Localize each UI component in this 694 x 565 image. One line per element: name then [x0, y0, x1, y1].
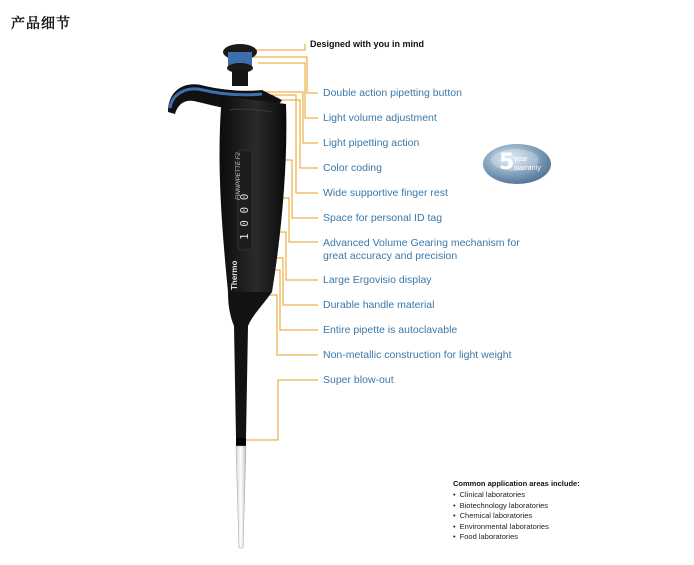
- list-item: • Food laboratories: [453, 532, 549, 543]
- applications-list: [453, 490, 549, 543]
- feature-finger-rest: Wide supportive finger rest: [323, 187, 448, 199]
- feature-double-action-button: Double action pipetting button: [323, 87, 462, 99]
- list-item: • Biotechnology laboratories: [453, 501, 549, 512]
- feature-autoclavable: Entire pipette is autoclavable: [323, 324, 458, 336]
- warranty-label: warranty: [514, 165, 541, 172]
- volume-display: 1 0 0 0: [238, 193, 251, 240]
- list-item: • Chemical laboratories: [453, 511, 549, 522]
- warranty-number: 5: [499, 150, 515, 175]
- list-item: • Environmental laboratories: [453, 522, 549, 533]
- model-label: FINNPIPETTE F2: [236, 152, 242, 200]
- feature-color-coding: Color coding: [323, 162, 382, 174]
- feature-handle-material: Durable handle material: [323, 299, 435, 311]
- feature-blow-out: Super blow-out: [323, 374, 394, 386]
- feature-pipetting-action: Light pipetting action: [323, 137, 420, 149]
- applications-title: Common application areas include:: [453, 479, 580, 488]
- feature-volume-gearing-line2: great accuracy and precision: [323, 250, 458, 262]
- feature-volume-adjustment: Light volume adjustment: [323, 112, 437, 124]
- page-title: 产品细节: [11, 16, 71, 32]
- list-item: • Clinical laboratories: [453, 490, 549, 501]
- feature-id-tag: Space for personal ID tag: [323, 212, 443, 224]
- pipette-tip: [236, 446, 246, 548]
- brand-label: Thermo: [230, 260, 239, 290]
- feature-non-metallic: Non-metallic construction for light weight: [323, 349, 512, 361]
- shaft: [228, 292, 272, 438]
- feature-volume-gearing: Advanced Volume Gearing mechanism for: [323, 237, 520, 249]
- features-heading: Designed with you in mind: [310, 39, 425, 49]
- warranty-year: year: [514, 156, 528, 163]
- feature-display: Large Ergovisio display: [323, 274, 432, 286]
